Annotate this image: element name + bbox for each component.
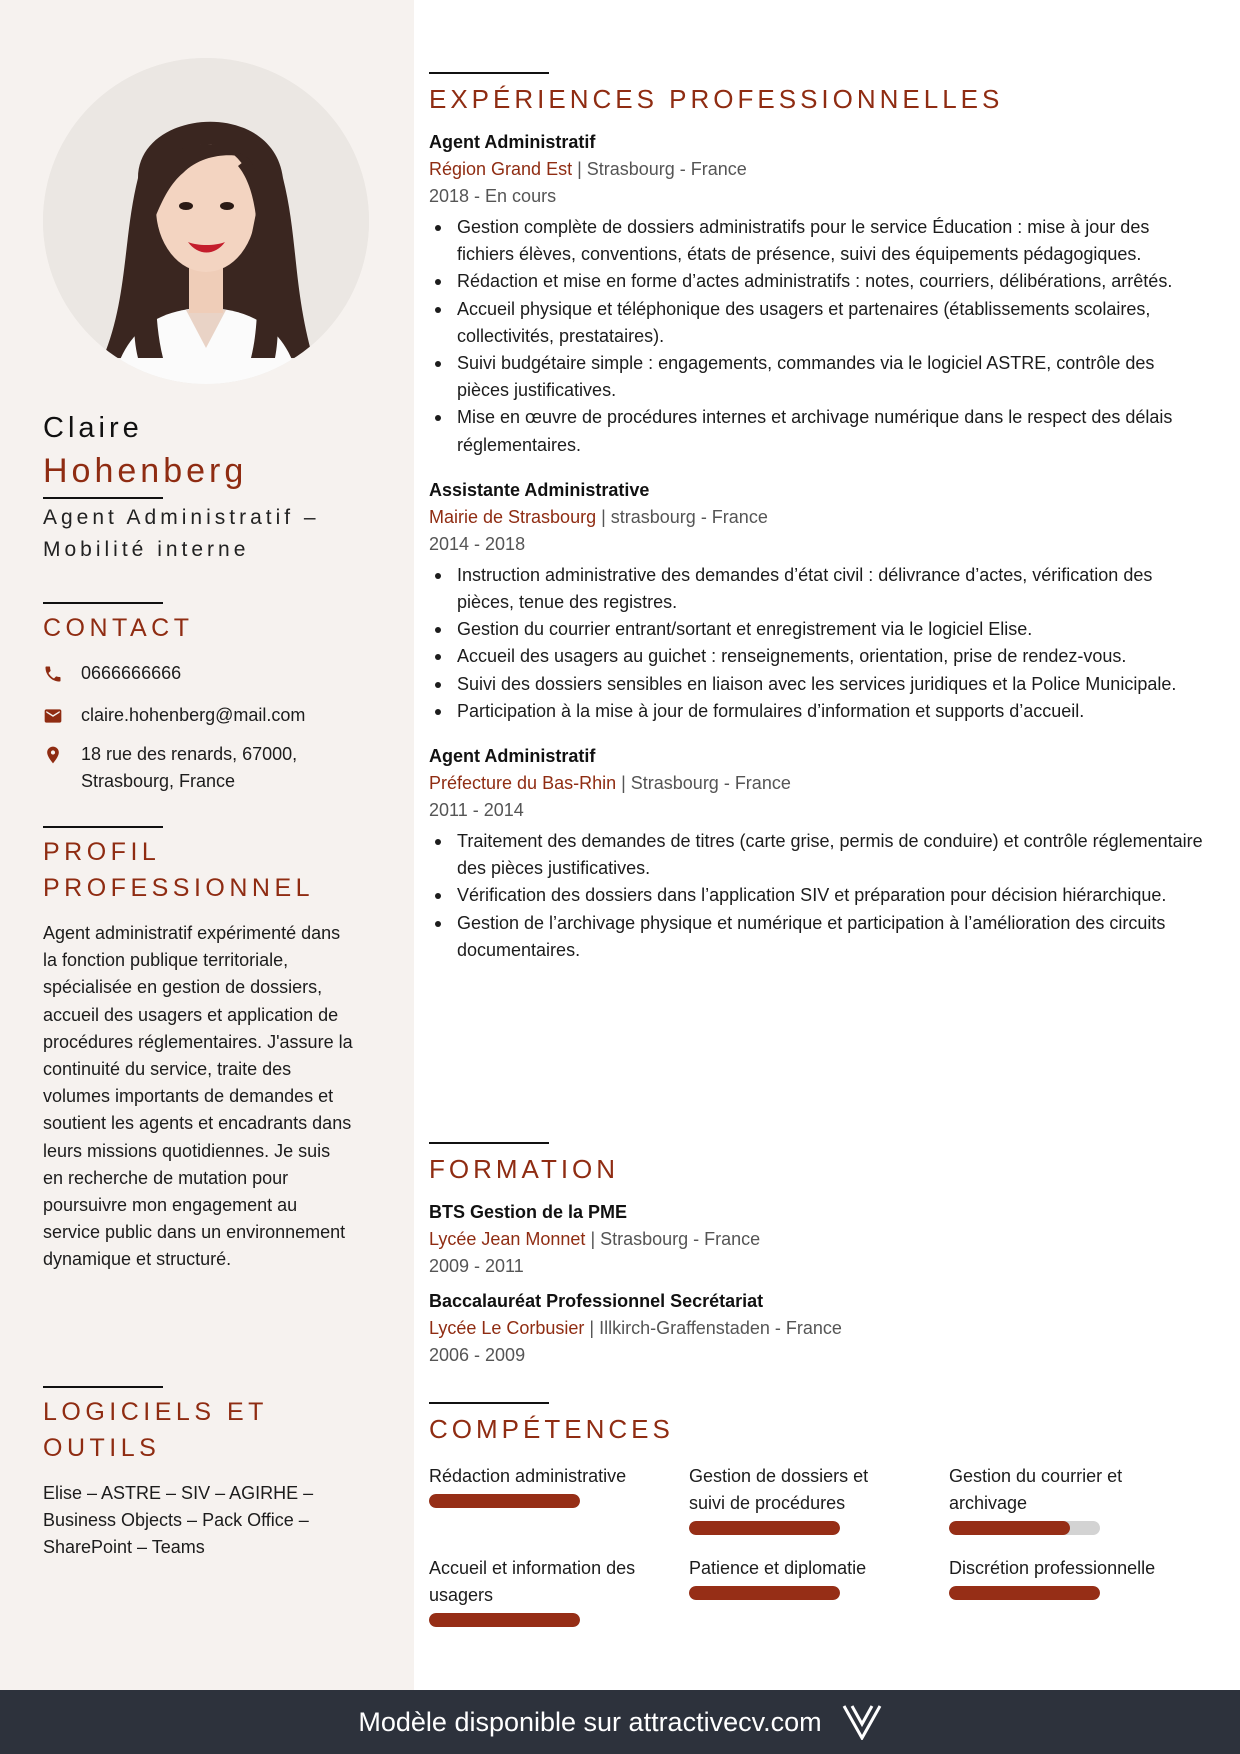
contact-address-row [43, 741, 373, 795]
skills-heading: COMPÉTENCES [429, 1414, 674, 1444]
education-entry [429, 1199, 1209, 1280]
task-item: Gestion de l’archivage physique et numérique et participation à l’amélioration des circuits documentaires. [429, 910, 1209, 964]
school-line [429, 1226, 1209, 1253]
skill-level-bar [949, 1521, 1100, 1535]
education-entry [429, 1288, 1209, 1369]
job-entry-tasks [429, 828, 1209, 964]
job-entry [429, 129, 1209, 459]
profile-text: Agent administratif expérimenté dans la fonction publique territoriale, spécialisée en gestion de dossiers, accueil des usagers et application de procédures réglementaires. J'assure la continuité du service, traite des volumes importants de demandes et soutient les agents et encadrants dans leurs missions quotidiennes. Je suis en recherche de mutation pour poursuivre mon engagement au service public dans un environnement dynamique et structuré. [43, 923, 353, 1270]
degree-title: BTS Gestion de la PME [429, 1202, 628, 1222]
last-name: Hohenberg [43, 452, 248, 490]
skill-name: Patience et diplomatie [689, 1558, 867, 1578]
skill-level-bar [429, 1613, 580, 1627]
contact-section [43, 602, 373, 795]
tools-heading: LOGICIELS ET OUTILS [43, 1398, 268, 1462]
skill-item [429, 1463, 689, 1535]
education-dates: 2009 - 2011 [429, 1256, 524, 1276]
task-item: Gestion du courrier entrant/sortant et enregistrement via le logiciel Elise. [429, 616, 1209, 643]
skill-item [949, 1555, 1209, 1627]
job-entry-title: Agent Administratif [429, 132, 596, 152]
location-pin-icon [43, 745, 63, 765]
skill-level-bar [689, 1586, 840, 1600]
skill-level-bar [689, 1521, 840, 1535]
skill-level-fill [429, 1613, 580, 1627]
profile-heading: PROFIL PROFESSIONNEL [43, 838, 315, 902]
tools-divider [43, 1386, 163, 1388]
employer-name: Région Grand Est [429, 159, 573, 179]
employer-location: | Strasbourg - France [616, 773, 791, 794]
experience-divider [429, 72, 549, 74]
contact-divider [43, 602, 163, 604]
task-item: Instruction administrative des demandes d’état civil : délivrance d’actes, vérification des pièces, tenue des registres. [429, 562, 1209, 616]
employer-name: Préfecture du Bas-Rhin [429, 773, 617, 794]
skill-level-bar [429, 1494, 580, 1508]
v-logo-icon [842, 1704, 882, 1740]
footer-banner [0, 1690, 1240, 1754]
skill-level-fill [429, 1494, 580, 1508]
skill-level-fill [689, 1521, 840, 1535]
school-name: Lycée Le Corbusier [429, 1318, 585, 1338]
mail-icon [43, 706, 63, 726]
education-dates: 2006 - 2009 [429, 1345, 526, 1365]
contact-heading: CONTACT [43, 614, 194, 642]
task-item: Accueil physique et téléphonique des usagers et partenaires (établissements scolaires, collectivités, prestataires). [429, 296, 1209, 350]
skill-name: Gestion du courrier et archivage [949, 1466, 1123, 1513]
skill-level-fill [949, 1521, 1070, 1535]
first-name: Claire [43, 412, 143, 444]
task-item: Gestion complète de dossiers administratifs pour le service Éducation : mise à jour des fichiers élèves, conventions, états de présence, suivi des équipements pédagogiques. [429, 214, 1209, 268]
skill-level-bar [949, 1586, 1100, 1600]
job-entry-employer [429, 156, 1209, 183]
school-name: Lycée Jean Monnet [429, 1229, 586, 1249]
task-item: Suivi des dossiers sensibles en liaison avec les services juridiques et la Police Municipale. [429, 671, 1209, 698]
job-entry [429, 477, 1209, 725]
name-divider [43, 497, 163, 499]
school-location: | Strasbourg - France [585, 1229, 761, 1249]
job-entry-title: Assistante Administrative [429, 479, 650, 500]
skill-name: Rédaction administrative [429, 1466, 627, 1486]
task-item: Rédaction et mise en forme d’actes administratifs : notes, courriers, délibérations, arrêtés. [429, 268, 1209, 295]
job-title: Agent Administratif – Mobilité interne [43, 506, 320, 561]
job-entry-employer [429, 504, 1209, 531]
job-entry-tasks [429, 562, 1209, 725]
footer-link[interactable]: Modèle disponible sur attractivecv.com [358, 1706, 822, 1737]
sidebar [0, 0, 414, 1690]
phone-icon [43, 664, 63, 684]
job-entry-dates: 2014 - 2018 [429, 533, 526, 554]
school-line [429, 1315, 1209, 1342]
skill-name: Accueil et information des usagers [429, 1558, 636, 1605]
postal-address: 18 rue des renards, 67000, Strasbourg, France [81, 744, 298, 791]
education-heading: FORMATION [429, 1154, 620, 1184]
skills-grid [429, 1463, 1229, 1627]
skill-level-fill [949, 1586, 1100, 1600]
skill-item [429, 1555, 689, 1627]
job-entry [429, 743, 1209, 964]
employer-name: Mairie de Strasbourg [429, 506, 597, 527]
tools-text: Elise – ASTRE – SIV – AGIRHE – Business Objects – Pack Office – SharePoint – Teams [43, 1483, 314, 1558]
task-item: Mise en œuvre de procédures internes et archivage numérique dans le respect des délais réglementaires. [429, 404, 1209, 458]
tools-section [43, 1386, 373, 1562]
profile-divider [43, 826, 163, 828]
job-entry-dates: 2011 - 2014 [429, 800, 524, 821]
contact-email-row [43, 702, 373, 729]
main-content [414, 0, 1240, 1690]
skills-divider [429, 1402, 549, 1404]
job-entry-title: Agent Administratif [429, 746, 596, 767]
education-divider [429, 1142, 549, 1144]
task-item: Participation à la mise à jour de formulaires d’information et supports d’accueil. [429, 698, 1209, 725]
email-address[interactable]: claire.hohenberg@mail.com [81, 705, 306, 725]
skill-item [949, 1463, 1209, 1535]
degree-title: Baccalauréat Professionnel Secrétariat [429, 1291, 764, 1311]
job-entry-employer [429, 770, 1209, 797]
employer-location: | Strasbourg - France [572, 159, 747, 179]
education-section [429, 1142, 1209, 1369]
job-entry-tasks [429, 214, 1209, 459]
employer-location: | strasbourg - France [596, 506, 768, 527]
task-item: Vérification des dossiers dans l’application SIV et préparation pour décision hiérarchique. [429, 882, 1209, 909]
contact-phone-row [43, 660, 373, 687]
task-item: Suivi budgétaire simple : engagements, commandes via le logiciel ASTRE, contrôle des pièces justificatives. [429, 350, 1209, 404]
school-location: | Illkirch-Graffenstaden - France [584, 1318, 842, 1338]
task-item: Accueil des usagers au guichet : renseignements, orientation, prise de rendez-vous. [429, 643, 1209, 670]
skill-item [689, 1555, 949, 1627]
portrait-image [43, 58, 369, 384]
job-entry-dates: 2018 - En cours [429, 186, 557, 206]
task-item: Traitement des demandes de titres (carte grise, permis de conduire) et contrôle réglementaire des pièces justificatives. [429, 828, 1209, 882]
skills-section [429, 1402, 1229, 1627]
experience-heading: EXPÉRIENCES PROFESSIONNELLES [429, 84, 1004, 114]
skill-name: Discrétion professionnelle [949, 1558, 1156, 1578]
skill-item [689, 1463, 949, 1535]
skill-name: Gestion de dossiers et suivi de procédures [689, 1466, 869, 1513]
phone-number[interactable]: 0666666666 [81, 663, 182, 683]
experience-section [429, 72, 1209, 964]
profile-photo [43, 58, 369, 384]
skill-level-fill [689, 1586, 840, 1600]
profile-section [43, 826, 373, 1274]
